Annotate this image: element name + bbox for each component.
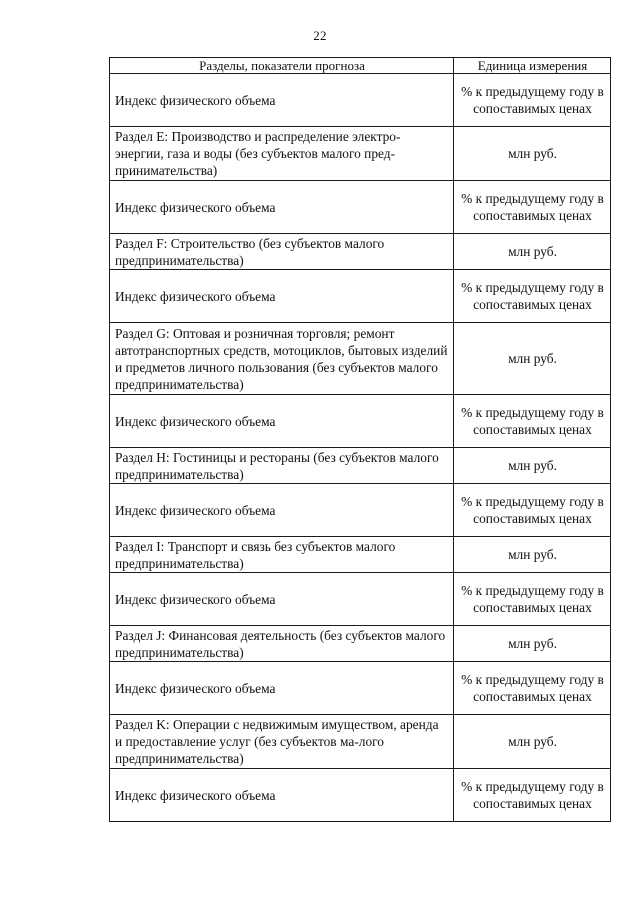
table-row [110,448,611,484]
section-name-cell: Раздел K: Операции с недвижимым имуществом, аренда и предоставление услуг (без субъектов ма-лого предпринимательства) [110,715,454,769]
unit-cell: % к предыдущему году в сопоставимых ценах [454,484,611,537]
table-row [110,573,611,626]
page-number: 22 [313,28,327,43]
section-name-cell: Раздел E: Производство и распределение электро-энергии, газа и воды (без субъектов малого пред-принимательства) [110,127,454,181]
column-header-unit: Единица измерения [454,58,611,74]
table-row [110,662,611,715]
unit-cell: % к предыдущему году в сопоставимых ценах [454,573,611,626]
table-row [110,234,611,270]
unit-cell: % к предыдущему году в сопоставимых ценах [454,395,611,448]
unit-cell: % к предыдущему году в сопоставимых ценах [454,74,611,127]
table-row [110,127,611,181]
indicator-name-cell: Индекс физического объема [110,769,454,822]
section-name-cell: Раздел H: Гостиницы и рестораны (без субъектов малого предпринимательства) [110,448,454,484]
indicator-name-cell: Индекс физического объема [110,181,454,234]
unit-cell: млн руб. [454,448,611,484]
table-row [110,484,611,537]
unit-cell: млн руб. [454,715,611,769]
indicator-name-cell: Индекс физического объема [110,74,454,127]
table-row [110,323,611,395]
table-row [110,74,611,127]
unit-cell: % к предыдущему году в сопоставимых ценах [454,270,611,323]
unit-cell: % к предыдущему году в сопоставимых ценах [454,662,611,715]
table-row [110,181,611,234]
section-name-cell: Раздел G: Оптовая и розничная торговля; ремонт автотранспортных средств, мотоциклов, бытовых изделий и предметов личного пользования (без субъектов малого предпринимательства) [110,323,454,395]
unit-cell: млн руб. [454,626,611,662]
indicator-name-cell: Индекс физического объема [110,484,454,537]
section-name-cell: Раздел J: Финансовая деятельность (без субъектов малого предпринимательства) [110,626,454,662]
unit-cell: млн руб. [454,537,611,573]
table-row [110,626,611,662]
indicator-name-cell: Индекс физического объема [110,662,454,715]
indicator-name-cell: Индекс физического объема [110,395,454,448]
unit-cell: % к предыдущему году в сопоставимых ценах [454,181,611,234]
section-name-cell: Раздел I: Транспорт и связь без субъектов малого предпринимательства) [110,537,454,573]
indicators-table-container [109,57,611,822]
table-row [110,537,611,573]
indicator-name-cell: Индекс физического объема [110,573,454,626]
table-header-row [110,58,611,74]
column-header-sections: Разделы, показатели прогноза [110,58,454,74]
table-body [110,74,611,822]
indicator-name-cell: Индекс физического объема [110,270,454,323]
unit-cell: млн руб. [454,323,611,395]
unit-cell: млн руб. [454,234,611,270]
table-row [110,395,611,448]
table-row [110,715,611,769]
section-name-cell: Раздел F: Строительство (без субъектов малого предпринимательства) [110,234,454,270]
unit-cell: % к предыдущему году в сопоставимых ценах [454,769,611,822]
unit-cell: млн руб. [454,127,611,181]
table-row [110,769,611,822]
indicators-table [109,57,611,822]
table-row [110,270,611,323]
